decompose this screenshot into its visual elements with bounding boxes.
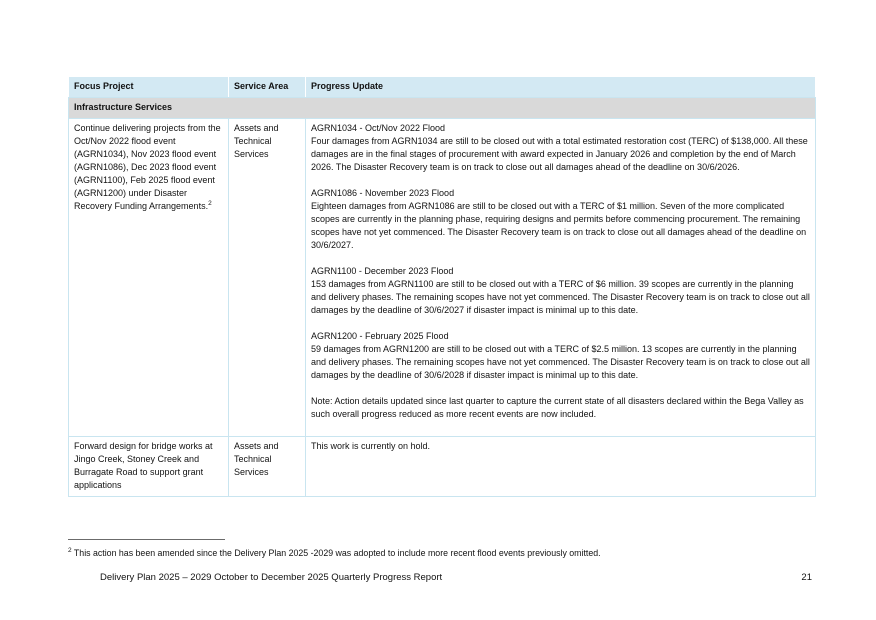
progress-body: Eighteen damages from AGRN1086 are still to be closed out with a TERC of $1 million. Seven of the more complicated scopes are currently in the planning phase, requiring designs and permits before commencing procurement. The remaining scopes have not yet commenced. The Disaster Recovery team is on track to close out all damages ahead of the deadline on 30/6/2027.	[311, 201, 807, 250]
focus-project-cell	[69, 119, 229, 437]
progress-body: 59 damages from AGRN1200 are still to be closed out with a TERC of $2.5 million. 13 scopes are currently in the planning and delivery phases. The remaining scopes have not yet commenced. The Disaster Recovery team is on track to close out all damages by the deadline of 30/6/2028 if disaster impact is minimal up to this date.	[311, 344, 810, 380]
footer-title: Delivery Plan 2025 – 2029 October to December 2025 Quarterly Progress Report	[100, 572, 443, 583]
focus-project-text: Continue delivering projects from the Oct/Nov 2022 flood event (AGRN1034), Nov 2023 flood event (AGRN1086), Dec 2023 flood event (AGRN1100), Feb 2025 flood event (AGRN1200) under Disaster Recovery Funding Arrangements.	[74, 123, 221, 211]
page-number: 21	[801, 572, 812, 583]
footnote-reference: 2	[208, 200, 212, 207]
footnote-separator	[68, 539, 225, 540]
progress-heading: AGRN1034 - Oct/Nov 2022 Flood	[311, 123, 446, 133]
service-area-cell: Assets and Technical Services	[229, 437, 306, 497]
col-header-service-area: Service Area	[229, 77, 306, 98]
table-row	[69, 119, 816, 437]
progress-note: Note: Action details updated since last quarter to capture the current state of all disasters declared within the Bega Valley as such overall progress reduced as more recent events are now included.	[311, 396, 804, 419]
progress-update-cell: This work is currently on hold.	[306, 437, 816, 497]
footnote-marker: 2	[68, 547, 72, 555]
progress-paragraph-agrn1100	[311, 265, 810, 317]
footnote-text: This action has been amended since the Delivery Plan 2025 -2029 was adopted to include more recent flood events previously omitted.	[73, 548, 601, 558]
progress-body: Four damages from AGRN1034 are still to be closed out with a total estimated restoration cost (TERC) of $138,000. All these damages are in the final stages of procurement with award expected in January 2026 and completion by the end of March 2026. The Disaster Recovery team is on track to close out all damages ahead of the deadline on 30/6/2026.	[311, 136, 808, 172]
col-header-focus-project: Focus Project	[69, 77, 229, 98]
progress-paragraph-agrn1200	[311, 330, 810, 382]
section-title: Infrastructure Services	[69, 98, 816, 119]
table-row	[69, 437, 816, 497]
progress-update-cell	[306, 119, 816, 437]
progress-table	[68, 76, 816, 497]
progress-body: 153 damages from AGRN1100 are still to be closed out with a TERC of $6 million. 39 scopes are currently in the planning and delivery phases. The remaining scopes have not yet commenced. The Disaster Recovery team is on track to close out all damages by the deadline of 30/6/2027 if disaster impact is minimal up to this date.	[311, 279, 810, 315]
progress-paragraph-agrn1086	[311, 187, 810, 252]
section-row	[69, 98, 816, 119]
table-header-row	[69, 77, 816, 98]
col-header-progress-update: Progress Update	[306, 77, 816, 98]
page-footer	[68, 571, 815, 584]
progress-heading: AGRN1086 - November 2023 Flood	[311, 188, 455, 198]
progress-heading: AGRN1100 - December 2023 Flood	[311, 266, 454, 276]
service-area-cell: Assets and Technical Services	[229, 119, 306, 437]
progress-paragraph-agrn1034	[311, 122, 810, 174]
progress-heading: AGRN1200 - February 2025 Flood	[311, 331, 449, 341]
focus-project-cell: Forward design for bridge works at Jingo Creek, Stoney Creek and Burragate Road to support grant applications	[69, 437, 229, 497]
footnote	[68, 547, 808, 559]
